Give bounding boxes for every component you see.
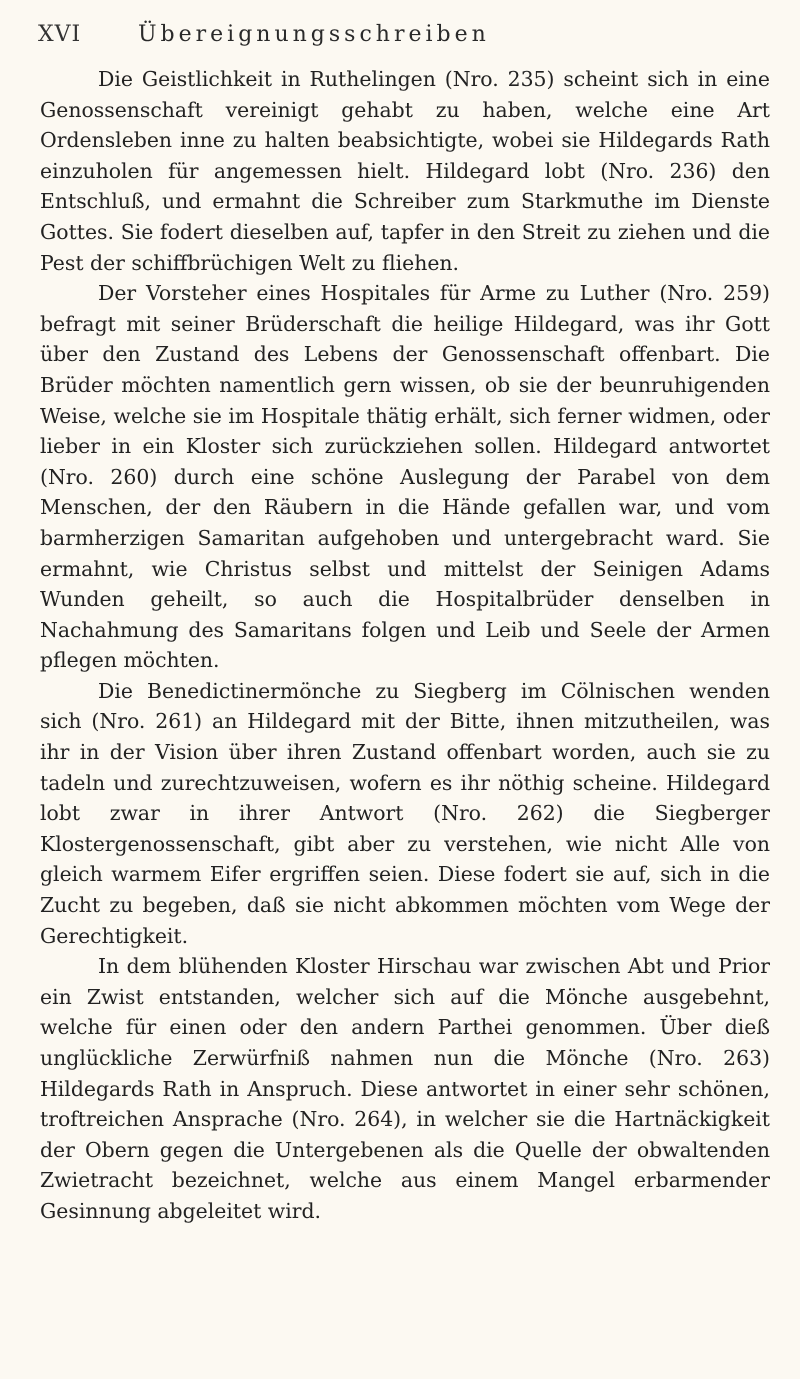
paragraph-hospital-luther: Der Vorsteher eines Hospitales für Arme zu Luther (Nro. 259) befragt mit seiner Brüderschaft die heilige Hildegard, was ihr Gott über den Zustand des Lebens der Genossenschaft offenbart. Die Brüder möchten namentlich gern wissen, ob sie der beunruhigenden Weise, welche sie im Hospitale thätig erhält, sich ferner widmen, oder lieber in ein Kloster sich zurückziehen sollen. Hildegard antwortet (Nro. 260) durch eine schöne Auslegung der Parabel von dem Menschen, der den Räubern in die Hände gefallen war, und vom barmherzigen Samaritan aufgehoben und untergebracht ward. Sie ermahnt, wie Christus selbst und mittelst der Seinigen Adams Wunden geheilt, so auch die Hospitalbrüder denselben in Nachahmung des Samaritans folgen und Leib und Seele der Armen pflegen möchten. bbox=[40, 281, 770, 673]
running-title: Übereignungsschreiben bbox=[138, 22, 490, 47]
body-text bbox=[40, 64, 770, 1227]
page-number: XVI bbox=[38, 22, 82, 47]
paragraph-ruthelingen: Die Geistlichkeit in Ruthelingen (Nro. 235) scheint sich in eine Genossenschaft vereinigt gehabt zu haben, welche eine Art Ordensleben inne zu halten beabsichtigte, wobei sie Hildegards Rath einzuholen für angemessen hielt. Hildegard lobt (Nro. 236) den Entschluß, und ermahnt die Schreiber zum Starkmuthe im Dienste Gottes. Sie fodert dieselben auf, tapfer in den Streit zu ziehen und die Pest der schiffbrüchigen Welt zu fliehen. bbox=[40, 67, 770, 275]
page-header bbox=[38, 18, 762, 52]
paragraph-hirschau: In dem blühenden Kloster Hirschau war zwischen Abt und Prior ein Zwist entstanden, welcher sich auf die Mönche ausgebehnt, welche für einen oder den andern Parthei genommen. Über dieß unglückliche Zerwürfniß nahmen nun die Mönche (Nro. 263) Hildegards Rath in Anspruch. Diese antwortet in einer sehr schönen, troftreichen Ansprache (Nro. 264), in welcher sie die Hartnäckigkeit der Obern gegen die Untergebenen als die Quelle der obwaltenden Zwietracht bezeichnet, welche aus einem Mangel erbarmender Gesinnung abgeleitet wird. bbox=[40, 954, 770, 1223]
paragraph-siegberg: Die Benedictinermönche zu Siegberg im Cölnischen wenden sich (Nro. 261) an Hildegard mit der Bitte, ihnen mitzutheilen, was ihr in der Vision über ihren Zustand offenbart worden, auch sie zu tadeln und zurechtzuweisen, wofern es ihr nöthig scheine. Hildegard lobt zwar in ihrer Antwort (Nro. 262) die Siegberger Klostergenossenschaft, gibt aber zu verstehen, wie nicht Alle von gleich warmem Eifer ergriffen seien. Diese fodert sie auf, sich in die Zucht zu begeben, daß sie nicht abkommen möchten vom Wege der Gerechtigkeit. bbox=[40, 678, 770, 948]
